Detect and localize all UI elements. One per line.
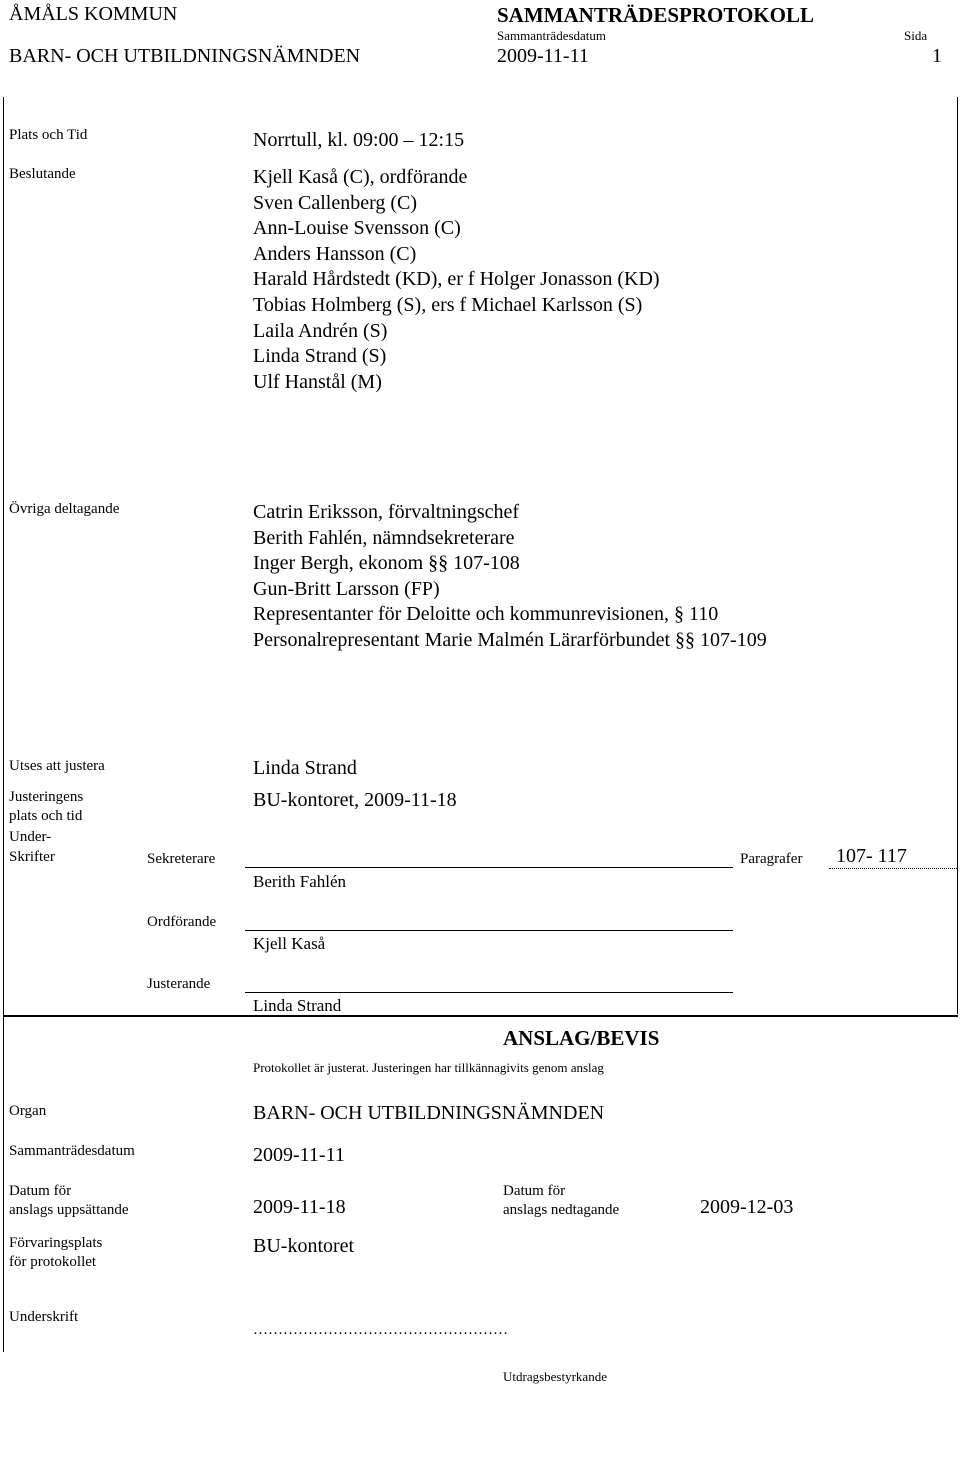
removed-date: 2009-12-03 [700,1196,794,1218]
list-item: Ulf Hanstål (M) [253,370,382,393]
posted-date: 2009-11-18 [253,1196,346,1218]
list-item: Representanter för Deloitte och kommunrevisionen, § 110 [253,603,719,626]
organ: BARN- OCH UTBILDNINGSNÄMNDEN [253,1102,605,1124]
signature-label: Underskrift [9,1309,79,1325]
list-item: Kjell Kaså (C), ordförande [253,166,468,188]
chair-label: Ordförande [147,914,217,930]
page-number: 1 [932,45,942,67]
signatures-label-1: Under- [9,829,52,845]
signatures-label-2: Skrifter [9,849,55,865]
list-item: Inger Bergh, ekonom §§ 107-108 [253,552,520,575]
place-time-label: Plats och Tid [9,127,88,143]
list-item: Personalrepresentant Marie Malmén Lärarförbundet §§ 107-109 [253,628,767,651]
adjuster-name: Linda Strand [253,996,342,1015]
chair-name: Kjell Kaså [253,934,326,953]
place-time: Norrtull, kl. 09:00 – 12:15 [253,129,465,151]
secretary-name: Berith Fahlén [253,872,347,891]
list-item: Tobias Holmberg (S), ers f Michael Karlsson (S) [253,293,643,316]
list-item: Catrin Eriksson, förvaltningschef [253,501,520,523]
deciding-list [253,165,660,395]
removed-label-2: anslags nedtagande [503,1202,620,1218]
list-item: Linda Strand (S) [253,345,387,368]
left-border [3,97,4,1352]
appointed-adjuster-label: Utses att justera [9,758,105,774]
list-item: Harald Hårdstedt (KD), er f Holger Jonasson (KD) [253,268,660,291]
notice-meeting-date: 2009-11-11 [253,1144,345,1166]
storage-label-1: Förvaringsplats [9,1235,103,1251]
organ-label: Organ [9,1103,47,1119]
list-item: Laila Andrén (S) [253,319,388,342]
notice-meeting-date-label: Sammanträdesdatum [9,1143,135,1159]
paragraphs: 107- 117 [836,845,907,867]
meeting-date: 2009-11-11 [497,45,589,67]
removed-label-1: Datum för [503,1183,566,1199]
adjustment-place-label-2: plats och tid [9,808,83,824]
document-type: SAMMANTRÄDESPROTOKOLL [497,3,814,27]
adjustment-place-time: BU-kontoret, 2009-11-18 [253,789,457,811]
list-item: Berith Fahlén, nämndsekreterare [253,526,515,549]
list-item: Sven Callenberg (C) [253,191,418,214]
chair-signature-line [245,930,733,931]
right-border-top [957,97,958,1014]
page-label: Sida [904,28,928,43]
paragraphs-underline [829,868,957,869]
secretary-label: Sekreterare [147,851,216,867]
storage-place: BU-kontoret [253,1235,355,1257]
adjuster-signature-line [245,992,733,993]
municipality-name: ÅMÅLS KOMMUN [9,3,178,25]
others-label: Övriga deltagande [9,501,120,517]
list-item: Anders Hansson (C) [253,242,417,265]
posted-label-1: Datum för [9,1183,72,1199]
adjustment-place-label-1: Justeringens [9,789,84,805]
paragraphs-label: Paragrafer [740,851,803,867]
deciding-label: Beslutande [9,166,76,182]
section-divider [3,1015,958,1017]
notice-statement: Protokollet är justerat. Justeringen har tillkännagivits genom anslag [253,1060,604,1075]
extract-label: Utdragsbestyrkande [503,1369,607,1384]
meeting-date-label: Sammanträdesdatum [497,28,607,43]
posted-label-2: anslags uppsättande [9,1202,129,1218]
board-name: BARN- OCH UTBILDNINGSNÄMNDEN [9,45,361,67]
storage-label-2: för protokollet [9,1254,97,1270]
adjuster-label: Justerande [147,976,211,992]
list-item: Ann-Louise Svensson (C) [253,217,461,240]
list-item: Gun-Britt Larsson (FP) [253,577,440,600]
secretary-signature-line [245,867,733,868]
appointed-adjuster: Linda Strand [253,757,357,779]
signature-dots: …………………………………………… [253,1322,508,1338]
notice-title: ANSLAG/BEVIS [503,1026,660,1050]
others-list [253,500,767,654]
